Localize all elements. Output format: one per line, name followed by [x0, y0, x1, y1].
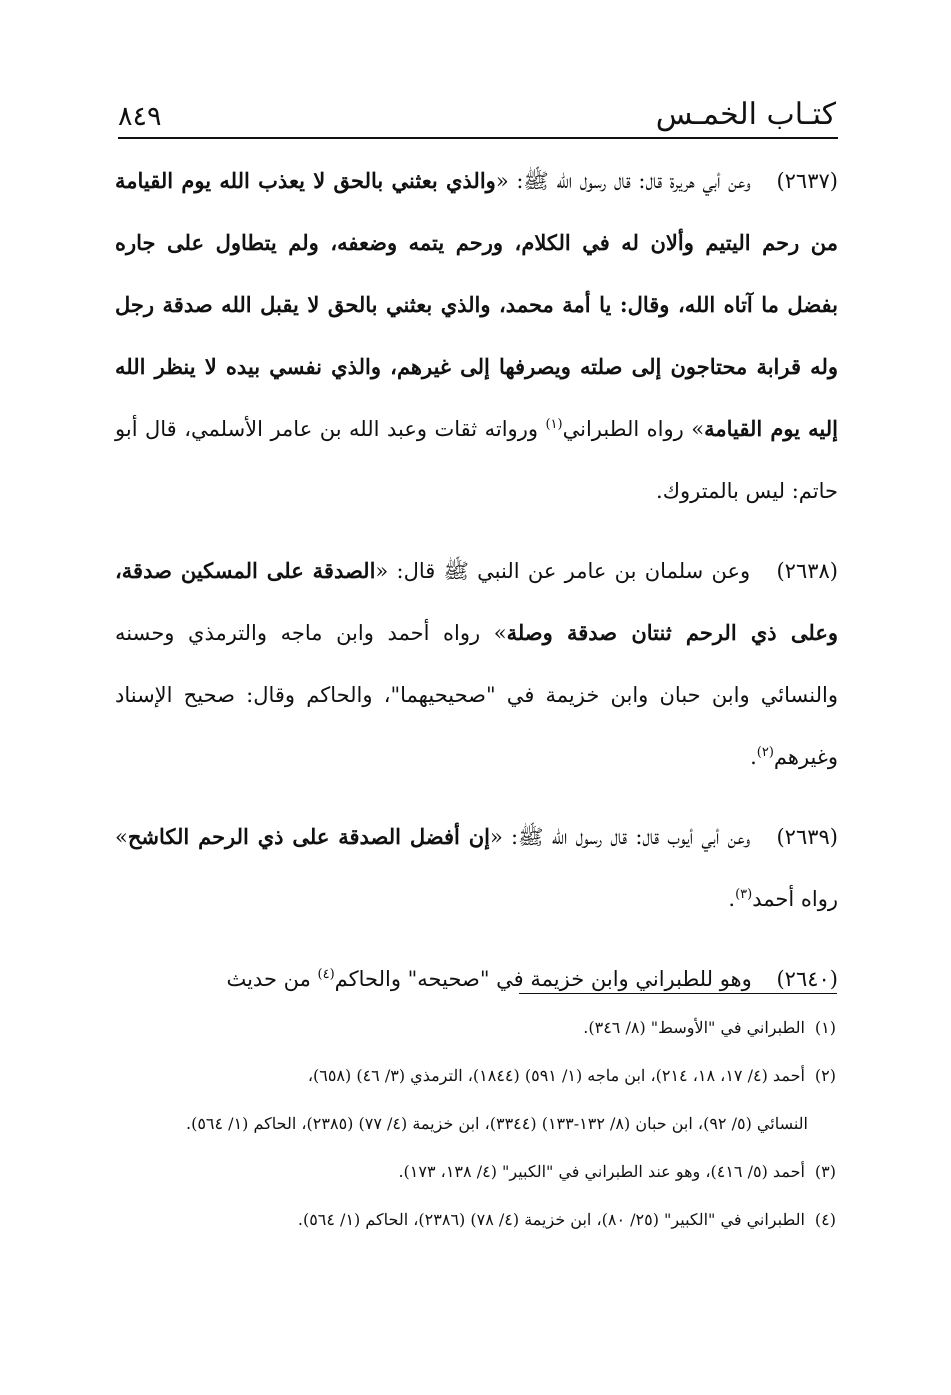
hadith-number: (٢٦٣٩): [776, 825, 838, 849]
hadith-2637: [115, 150, 838, 522]
hadith-2640: [115, 948, 838, 1010]
footnotes: [118, 1004, 836, 1244]
hadith-2638: [115, 540, 838, 788]
footnote-4: [118, 1196, 836, 1244]
footnote-2: [118, 1052, 836, 1148]
footnote-text: الطبراني في "الكبير" (٢٥/ ٨٠)، ابن خزيمة (٤/ ٧٨) (٢٣٨٦)، الحاكم (١/ ٥٦٤).: [297, 1210, 805, 1229]
running-header: [118, 95, 836, 137]
footnote-number: (٤): [814, 1210, 836, 1229]
footnote-number: (٢): [814, 1066, 836, 1085]
hadith-tail: .: [750, 745, 757, 769]
hadith-number: (٢٦٤٠): [776, 967, 838, 991]
footnote-1: [118, 1004, 836, 1052]
footnote-ref[interactable]: (٤): [317, 967, 335, 982]
hadith-number: (٢٦٣٧): [776, 169, 838, 193]
footnote-3: [118, 1148, 836, 1196]
hadith-tail: من حديث: [226, 967, 318, 991]
hadith-quote: والذي بعثني بالحق لا يعذب الله يوم القيامة من رحم اليتيم وألان له في الكلام، ورحم يتمه وضعفه، ولم يتطاول على جاره بفضل ما آتاه الله، وقال: يا أمة محمد، والذي بعثني بالحق لا يقبل الله صدقة رجل وله قرابة محتاجون إلى صلته ويصرفها إلى غيرهم، والذي نفسي بيده لا ينظر الله إليه يوم القيامة: [115, 168, 838, 441]
hadith-quote: إن أفضل الصدقة على ذي الرحم الكاشح: [127, 824, 490, 849]
footnote-text: أحمد (٥/ ٤١٦)، وهو عند الطبراني في "الكبير" (٤/ ١٣٨، ١٧٣).: [398, 1162, 805, 1181]
footnote-ref[interactable]: (٣): [735, 887, 753, 902]
hadith-2639: [115, 806, 838, 930]
hadith-tail: .: [728, 887, 736, 911]
hadith-intro: وعن سلمان بن عامر عن النبي ﷺ قال: «: [375, 559, 751, 583]
page-number: ٨٤٩: [118, 101, 162, 132]
hadith-intro: وهو للطبراني وابن خزيمة في "صحيحه" والحاكم: [334, 967, 752, 991]
hadith-attribution: » رواه أحمد وابن ماجه والترمذي وحسنه والنسائي وابن حبان وابن خزيمة في "صحيحيهما"، والحاكم وقال: صحيح الإسناد وغيرهم: [115, 621, 838, 769]
main-text: [115, 150, 838, 1028]
hadith-quote: الصدقة على المسكين صدقة، وعلى ذي الرحم ثنتان صدقة وصلة: [115, 558, 838, 645]
hadith-attribution: » رواه الطبراني: [562, 417, 705, 441]
hadith-intro: وعن أبي أيوب قال: قال رسول الله ﷺ: «: [489, 825, 751, 849]
footnote-text: أحمد (٤/ ١٧، ١٨، ٢١٤)، ابن ماجه (١/ ٥٩١) (١٨٤٤)، الترمذي (٣/ ٤٦) (٦٥٨)،: [307, 1066, 805, 1085]
footnote-ref[interactable]: (١): [545, 417, 563, 432]
footnote-separator: [519, 993, 837, 994]
footnote-text: الطبراني في "الأوسط" (٨/ ٣٤٦).: [583, 1018, 805, 1037]
hadith-intro: وعن أبي هريرة قال: قال رسول الله ﷺ: «: [495, 169, 751, 193]
chapter-title: كتـاب الخمـس: [655, 97, 836, 132]
hadith-tail: ورواته ثقات وعبد الله بن عامر الأسلمي، قال أبو حاتم: ليس بالمتروك.: [115, 417, 838, 503]
footnote-number: (٣): [814, 1162, 836, 1181]
footnote-number: (١): [814, 1018, 836, 1037]
footnote-ref[interactable]: (٢): [756, 745, 774, 760]
hadith-number: (٢٦٣٨): [776, 559, 838, 583]
header-rule: [118, 137, 838, 139]
hadith-attribution: » رواه أحمد: [115, 825, 838, 911]
footnote-continuation: النسائي (٥/ ٩٢)، ابن حبان (٨/ ١٣٢-١٣٣) (٣٣٤٤)، ابن خزيمة (٤/ ٧٧) (٢٣٨٥)، الحاكم (١/ ٥٦٤).: [185, 1114, 808, 1133]
